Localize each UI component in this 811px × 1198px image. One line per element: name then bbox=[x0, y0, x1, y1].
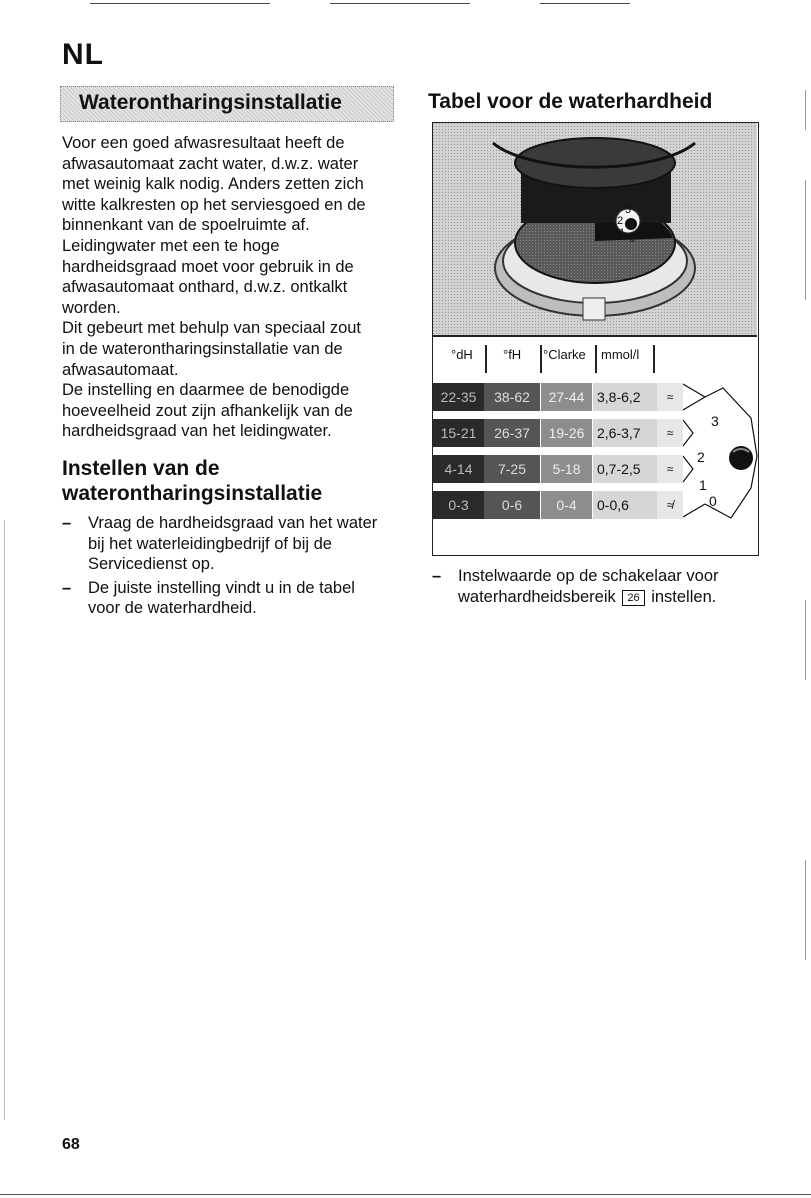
column-header: °Clarke bbox=[543, 347, 586, 362]
cell-mmol: 3,8-6,2 bbox=[593, 383, 657, 411]
caption-line: waterhardheidsbereik bbox=[458, 587, 616, 606]
intro-line: Dit gebeurt met behulp van speciaal zout bbox=[62, 319, 362, 338]
cell-dh: 4-14 bbox=[433, 455, 484, 483]
salt-icon: ≈ bbox=[657, 455, 683, 483]
dial-number: 2 bbox=[697, 449, 705, 465]
salt-icon: ≈ bbox=[657, 419, 683, 447]
intro-line: hardheidsgraad van het leidingwater. bbox=[62, 422, 332, 441]
dial-number: 3 bbox=[625, 204, 632, 216]
dial-number: 3 bbox=[711, 413, 719, 429]
intro-line: afwasautomaat. bbox=[62, 360, 179, 379]
cell-mmol: 2,6-3,7 bbox=[593, 419, 657, 447]
section-title-box bbox=[60, 86, 394, 122]
reference-box: 26 bbox=[622, 590, 644, 606]
intro-line: in de waterontharingsinstallatie van de bbox=[62, 339, 343, 358]
dial-number: 0 bbox=[709, 493, 717, 509]
intro-line: afwasautomaat onthard, d.w.z. ontkalkt bbox=[62, 278, 348, 297]
bullet-dash: – bbox=[62, 578, 72, 597]
list-item-line: voor de waterhardheid. bbox=[88, 599, 257, 618]
column-header: mmol/l bbox=[601, 347, 640, 362]
list-item-line: De juiste instelling vindt u in de tabel bbox=[88, 578, 355, 597]
column-header: °dH bbox=[451, 347, 473, 362]
list-item-line: Servicedienst op. bbox=[88, 555, 215, 574]
cell-dh: 22-35 bbox=[433, 383, 484, 411]
language-label: NL bbox=[62, 38, 104, 71]
bullet-dash: – bbox=[432, 567, 442, 585]
instruction-list bbox=[62, 513, 402, 622]
cell-clarke: 0-4 bbox=[541, 491, 592, 519]
intro-line: Leidingwater met een te hoge bbox=[62, 236, 280, 255]
header-divider bbox=[485, 345, 487, 373]
header-divider bbox=[653, 345, 655, 373]
list-item bbox=[62, 578, 402, 619]
intro-line: worden. bbox=[62, 298, 121, 317]
cell-mmol: 0-0,6 bbox=[593, 491, 657, 519]
header-divider bbox=[540, 345, 542, 373]
cell-fh: 7-25 bbox=[484, 455, 540, 483]
list-item bbox=[432, 566, 772, 607]
intro-line: hoeveelheid zout zijn afhankelijk van de bbox=[62, 401, 353, 420]
intro-line: Voor een goed afwasresultaat heeft de bbox=[62, 134, 345, 152]
intro-line: met weinig kalk nodig. Anders zetten zich bbox=[62, 175, 364, 194]
subheading-line: Instellen van de bbox=[62, 457, 220, 480]
dial-number: 0 bbox=[629, 233, 636, 245]
water-hardness-figure bbox=[432, 122, 759, 556]
dial-number: 1 bbox=[699, 477, 707, 493]
intro-line: hardheidsgraad moet voor gebruik in de bbox=[62, 257, 354, 276]
cell-mmol: 0,7-2,5 bbox=[593, 455, 657, 483]
no-salt-icon: ≉ bbox=[657, 491, 683, 519]
table-title: Tabel voor de waterhardheid bbox=[428, 90, 713, 113]
intro-line: binnenkant van de spoelruimte af. bbox=[62, 216, 310, 235]
cell-fh: 0-6 bbox=[484, 491, 540, 519]
list-item bbox=[62, 513, 402, 575]
salt-icon: ≈ bbox=[657, 383, 683, 411]
caption bbox=[432, 566, 772, 610]
intro-text bbox=[62, 133, 392, 442]
caption-line: instellen. bbox=[651, 587, 717, 606]
salt-container-illustration bbox=[433, 123, 757, 335]
cell-dh: 0-3 bbox=[433, 491, 484, 519]
cell-fh: 26-37 bbox=[484, 419, 540, 447]
dial-diagram bbox=[683, 378, 758, 528]
bullet-dash: – bbox=[62, 514, 72, 532]
caption-line: Instelwaarde op de schakelaar voor bbox=[458, 567, 719, 585]
dial-number: 2 bbox=[617, 215, 624, 227]
cell-clarke: 5-18 bbox=[541, 455, 592, 483]
intro-line: witte kalkresten op het serviesgoed en de bbox=[62, 195, 366, 214]
column-header: °fH bbox=[503, 347, 522, 362]
page-number: 68 bbox=[62, 1136, 80, 1153]
intro-line: afwasautomaat zacht water, d.w.z. water bbox=[62, 154, 359, 173]
cell-fh: 38-62 bbox=[484, 383, 540, 411]
intro-line: De instelling en daarmee de benodigde bbox=[62, 381, 350, 400]
subheading-line: waterontharingsinstallatie bbox=[62, 482, 323, 505]
cell-clarke: 19-26 bbox=[541, 419, 592, 447]
dial-number: 1 bbox=[619, 227, 626, 239]
list-item-line: Vraag de hardheidsgraad van het water bbox=[88, 514, 378, 532]
cell-clarke: 27-44 bbox=[541, 383, 592, 411]
subheading bbox=[62, 456, 402, 506]
list-item-line: bij het waterleidingbedrijf of bij de bbox=[88, 534, 332, 553]
header-divider bbox=[595, 345, 597, 373]
cell-dh: 15-21 bbox=[433, 419, 484, 447]
section-title: Waterontharingsinstallatie bbox=[79, 91, 342, 114]
